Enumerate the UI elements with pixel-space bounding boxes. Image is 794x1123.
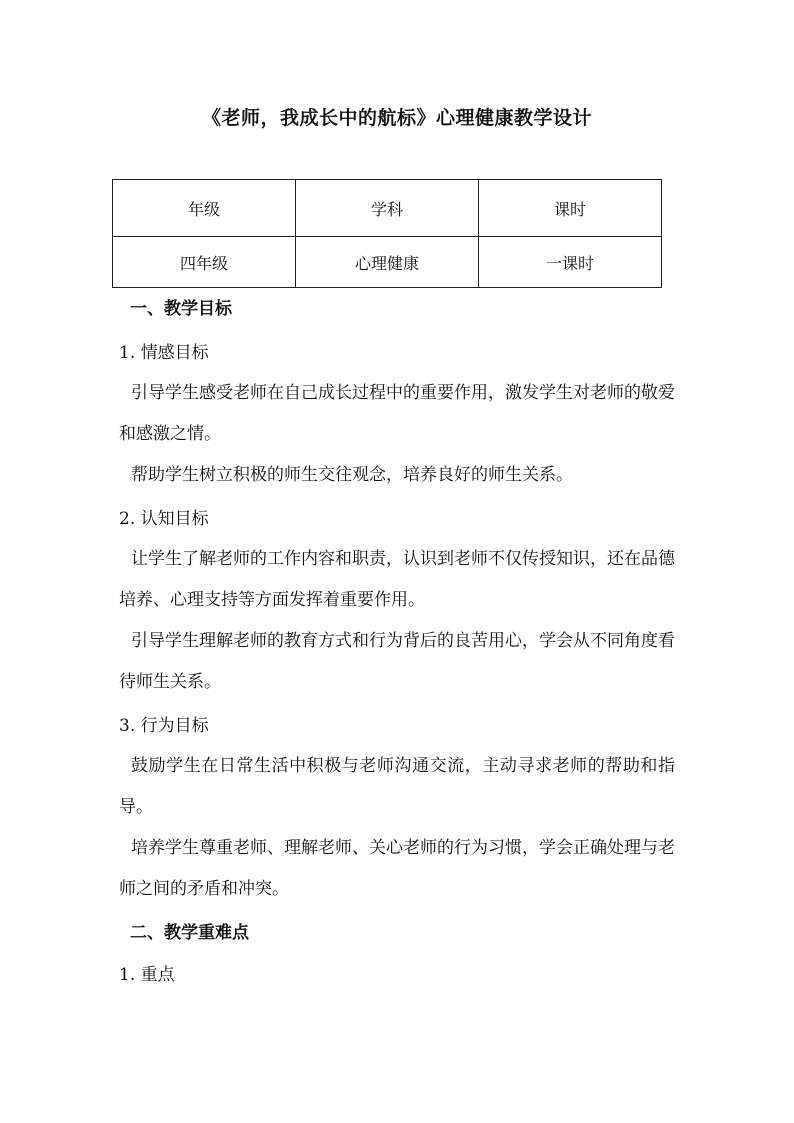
subsection-label: 1. 重点	[119, 965, 175, 985]
section-heading: 一、教学目标	[130, 299, 232, 319]
subsection-label: 3. 行为目标	[119, 716, 209, 736]
course-info-table	[112, 179, 662, 288]
table-header-row	[113, 180, 662, 237]
subsection-label: 2. 认知目标	[119, 509, 209, 529]
paragraph: 让学生了解老师的工作内容和职责，认识到老师不仅传授知识，还在品德培养、心理支持等方面发挥着重要作用。	[119, 549, 675, 610]
subsection-label: 1. 情感目标	[119, 343, 209, 363]
table-header-cell: 年级	[113, 180, 296, 237]
document-title: 《老师，我成长中的航标》心理健康教学设计	[201, 107, 592, 129]
table-header-cell: 学科	[296, 180, 479, 237]
paragraph: 帮助学生树立积极的师生交往观念，培养良好的师生关系。	[131, 465, 573, 485]
table-row	[113, 237, 662, 288]
table-cell: 四年级	[113, 237, 296, 288]
table-cell: 一课时	[479, 237, 662, 288]
paragraph: 鼓励学生在日常生活中积极与老师沟通交流，主动寻求老师的帮助和指导。	[119, 756, 675, 817]
section-heading: 二、教学重难点	[130, 923, 249, 943]
paragraph: 培养学生尊重老师、理解老师、关心老师的行为习惯，学会正确处理与老师之间的矛盾和冲突。	[119, 838, 675, 899]
paragraph: 引导学生感受老师在自己成长过程中的重要作用，激发学生对老师的敬爱和感激之情。	[119, 383, 675, 444]
table-cell: 心理健康	[296, 237, 479, 288]
paragraph: 引导学生理解老师的教育方式和行为背后的良苦用心，学会从不同角度看待师生关系。	[119, 631, 675, 692]
table-header-cell: 课时	[479, 180, 662, 237]
